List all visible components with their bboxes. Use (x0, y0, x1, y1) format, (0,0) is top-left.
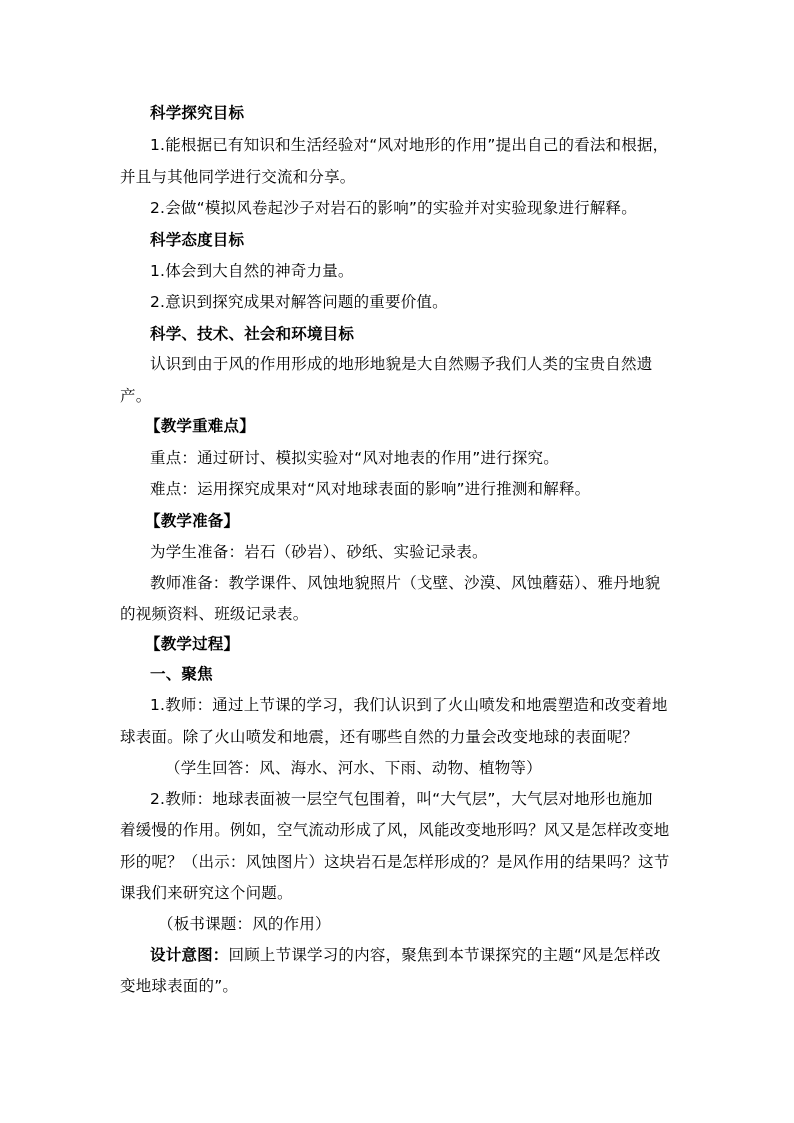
attitude-goal-2: 2.意识到探究成果对解答问题的重要价值。 (150, 293, 448, 311)
focus-item-2-line-3: 形的呢？（出示：风蚀图片）这块岩石是怎样形成的？是风作用的结果吗？这节 (120, 853, 670, 871)
preparation-teacher-line-1: 教师准备：教学课件、风蚀地貌照片（戈壁、沙漠、风蚀蘑菇）、雅丹地貌 (150, 574, 661, 592)
stse-goal-line-2: 产。 (120, 387, 152, 405)
focus-section-heading: 一、聚焦 (150, 665, 213, 683)
key-point: 重点：通过研讨、模拟实验对“风对地表的作用”进行探究。 (150, 449, 559, 467)
focus-item-1-line-1: 1.教师：通过上节课的学习，我们认识到了火山喷发和地震塑造和改变着地 (150, 696, 668, 714)
attitude-heading: 科学态度目标 (150, 231, 245, 249)
science-inquiry-heading: 科学探究目标 (150, 104, 245, 122)
board-title: （板书课题：风的作用） (158, 915, 331, 933)
difficult-point: 难点：运用探究成果对“风对地球表面的影响”进行推测和解释。 (150, 480, 591, 498)
design-intent-line-1 (150, 945, 661, 965)
preparation-teacher-line-2: 的视频资料、班级记录表。 (120, 605, 309, 623)
design-intent-text-1: 回顾上节课学习的内容，聚焦到本节课探究的主题“风是怎样改 (228, 946, 661, 964)
design-intent-label: 设计意图： (150, 946, 229, 964)
design-intent-line-2: 变地球表面的”。 (120, 977, 239, 995)
stse-goal-line-1: 认识到由于风的作用形成的地形地貌是大自然赐予我们人类的宝贵自然遗 (150, 355, 653, 373)
attitude-goal-1: 1.体会到大自然的神奇力量。 (150, 262, 354, 280)
inquiry-goal-1-line-2: 并且与其他同学进行交流和分享。 (120, 168, 356, 186)
stse-heading: 科学、技术、社会和环境目标 (150, 325, 355, 343)
focus-item-1-line-2: 球表面。除了火山喷发和地震，还有哪些自然的力量会改变地球的表面呢？ (120, 728, 639, 746)
focus-item-2-line-1: 2.教师：地球表面被一层空气包围着，叫“大气层”，大气层对地形也施加 (150, 790, 653, 808)
focus-item-2-line-4: 课我们来研究这个问题。 (120, 884, 293, 902)
teaching-process-heading: 【教学过程】 (145, 635, 240, 653)
inquiry-goal-2: 2.会做“模拟风卷起沙子对岩石的影响”的实验并对实验现象进行解释。 (150, 199, 637, 217)
student-answer: （学生回答：风、海水、河水、下雨、动物、植物等） (165, 759, 542, 777)
preparation-students: 为学生准备：岩石（砂岩）、砂纸、实验记录表。 (150, 543, 488, 561)
preparation-heading: 【教学准备】 (145, 512, 240, 530)
key-points-heading: 【教学重难点】 (145, 417, 255, 435)
focus-item-2-line-2: 着缓慢的作用。例如，空气流动形成了风，风能改变地形吗？风又是怎样改变地 (120, 821, 670, 839)
inquiry-goal-1-line-1: 1.能根据已有知识和生活经验对“风对地形的作用”提出自己的看法和根据， (150, 136, 669, 154)
